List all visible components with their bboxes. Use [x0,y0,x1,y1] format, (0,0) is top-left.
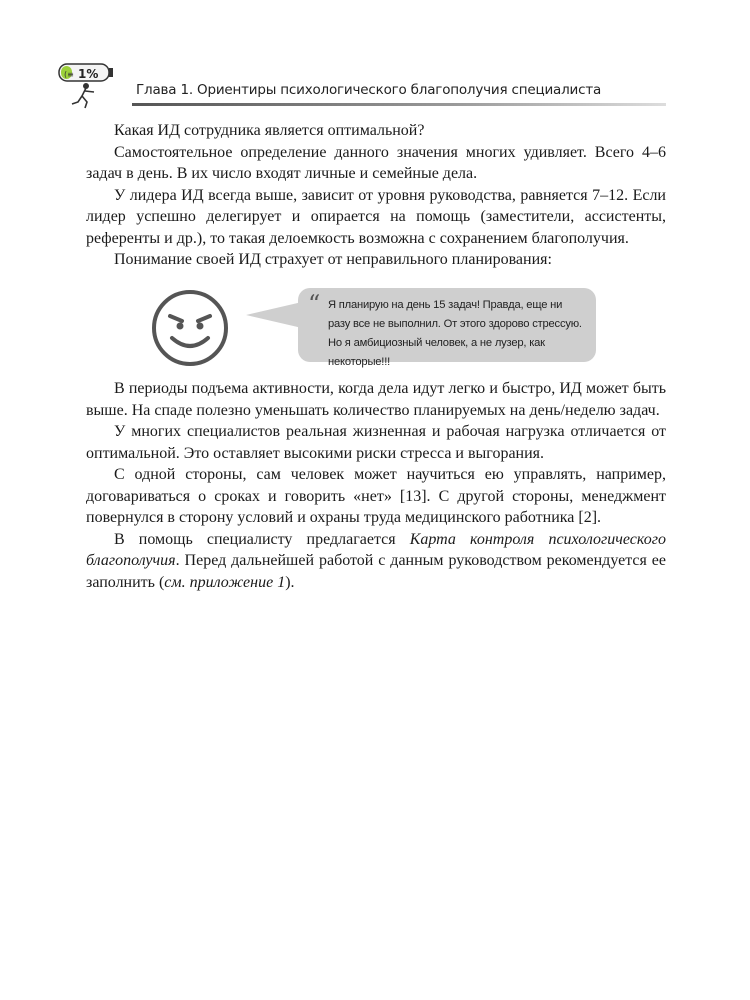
body-text-top [86,120,666,271]
body-text-bottom [86,378,666,593]
battery-percent-label: 1% [78,67,99,81]
paragraph: Понимание своей ИД страхует от неправильного планирования: [114,251,552,268]
paragraph: Самостоятельное определение данного значения многих удивляет. Всего 4–6 задач в день. В их число входят личные и семейные дела. [86,143,666,182]
paragraph: У многих специалистов реальная жизненная и рабочая нагрузка отличается от оптимальной. Это оставляет высокими риски стресса и выгорания. [86,423,666,462]
smiley-speech-illustration [150,284,600,370]
paragraph: У лидера ИД всегда выше, зависит от уровня руководства, равняется 7–12. Если лидер успешно делегирует и опирается на помощь (заместители, ассистенты, референты и др.), то такая делоемкость возможна с сохранением благополучия. [86,186,666,247]
paragraph [86,529,666,594]
header-rule [132,103,666,106]
running-head: Глава 1. Ориентиры психологического благополучия специалиста [136,82,602,98]
quote-mark-icon: “ [308,290,321,318]
speech-bubble [298,288,596,368]
speech-bubble-tail [246,302,302,328]
paragraph-text: В помощь специалисту предлагается [114,530,410,548]
page-header [58,62,666,112]
paragraph-text: ). [285,573,295,591]
paragraph: В периоды подъема активности, когда дела идут легко и быстро, ИД может быть выше. На спаде полезно уменьшать количество планируемых на день/неделю задач. [86,380,666,419]
smiley-face-icon [150,288,230,368]
paragraph-text: . Перед дальнейшей работой с данным руководством рекомендуется ее заполнить ( [86,552,666,591]
paragraph: С одной стороны, сам человек может научиться ею управлять, например, договариваться о сроках и говорить «нет» [13]. С другой стороны, менеджмент повернулся в сторону условий и охраны труда медицинского работника [2]. [86,466,666,526]
card-title-italic: Карта контроля психологического благополучия [86,530,666,569]
svg-text:(≡: (≡ [64,70,74,79]
speech-bubble-text: Я планирую на день 15 задач! Правда, еще ни разу все не выполнил. От этого здорово стрессую. Но я амбициозный человек, а не лузер, как некоторые!!! [328,299,582,368]
appendix-reference: см. приложение 1 [164,573,286,591]
battery-runner-icon [58,62,128,110]
paragraph: Какая ИД сотрудника является оптимальной? [114,122,425,139]
